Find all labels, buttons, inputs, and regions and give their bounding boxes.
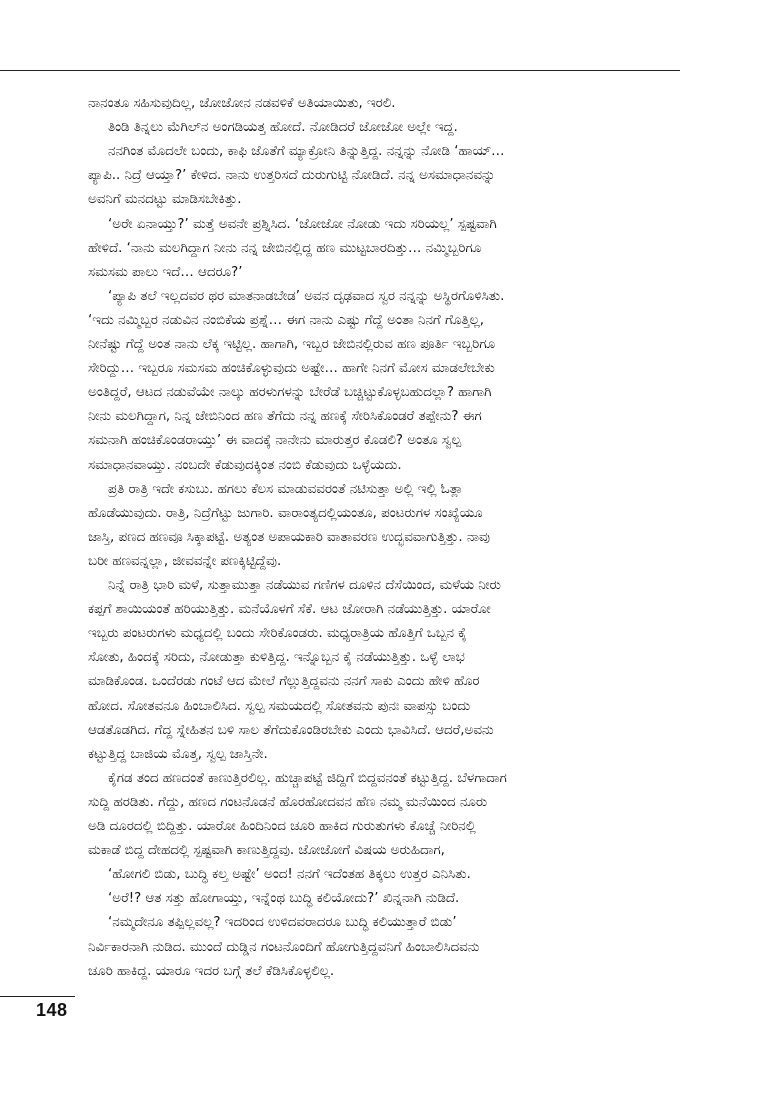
text-line: ಸೇರಿದ್ದು… ಇಬ್ಬರೂ ಸಮಸಮ ಹಂಚಿಕೊಳ್ಳುವುದು ಅಷ್ಟೇ… ಹಾಗೇ ನಿನಗೆ ಮೋಸ ಮಾಡಲೇಬೇಕು [88,361,495,377]
text-line: ಅವನಿಗೆ ಮನದಟ್ಟು ಮಾಡಿಸಬೇಕಿತ್ತು. [88,192,242,208]
text-line: ಮಾಡಿಕೊಂಡ. ಒಂದೆರಡು ಗಂಟೆ ಆದ ಮೇಲೆ ಗೆಲ್ಲುತ್ತಿದ್ದವನು ನನಗೆ ಸಾಕು ಎಂದು ಹೇಳಿ ಹೊರ [88,674,480,690]
footer-rule [0,996,75,997]
text-line: ‘ಇದು ನಮ್ಮಿಬ್ಬರ ನಡುವಿನ ನಂಬಿಕೆಯ ಪ್ರಶ್ನೆ… ಈಗ ನಾನು ಎಷ್ಟು ಗೆದ್ದೆ ಅಂತಾ ನಿನಗೆ ಗೊತ್ತಿಲ್ಲ, [88,312,485,328]
text-line: ಕೈಗಡ ತಂದ ಹಣದಂತೆ ಕಾಣುತ್ತಿರಲಿಲ್ಲ. ಹುಚ್ಚಾಪಟ್ಟೆ ಜಿದ್ದಿಗೆ ಬಿದ್ದವನಂತೆ ಕಟ್ಟುತ್ತಿದ್ದ. ಬೆಳಗಾದಾಗ [108,770,507,786]
text-line: ಅಂತಿದ್ದರೆ, ಆಟದ ನಡುವೆಯೇ ನಾಲ್ಕು ಹರಳುಗಳನ್ನು ಬೇರೆಡೆ ಬಚ್ಚಿಟ್ಟುಕೊಳ್ಳಬಹುದಲ್ಲಾ? ಹಾಗಾಗಿ [88,385,492,401]
text-line: ‘ನಮ್ಮದೇನೂ ತಪ್ಪಿಲ್ಲವಲ್ಲ? ಇದರಿಂದ ಉಳಿದವರಾದರೂ ಬುದ್ಧಿ ಕಲಿಯುತ್ತಾರೆ ಬಿಡು’ [108,915,457,931]
text-line: ಸೋತು, ಹಿಂದಕ್ಕೆ ಸರಿದು, ನೋಡುತ್ತಾ ಕುಳಿತ್ತಿದ್ದ. ಇನ್ನೊಬ್ಬನ ಕೈ ನಡೆಯುತ್ತಿತ್ತು. ಒಳ್ಳೆ ಲಾಭ [88,650,465,666]
text-line: ಪ್ಯಾಪಿ.. ನಿದ್ರೆ ಆಯ್ತಾ?’ ಕೇಳಿದ. ನಾನು ಉತ್ತರಿಸದೆ ದುರುಗುಟ್ಟಿ ನೋಡಿದೆ. ನನ್ನ ಅಸಮಾಧಾನವನ್ನು [88,168,496,184]
text-line: ನೀನು ಮಲಗಿದ್ದಾಗ, ನಿನ್ನ ಜೇಬಿನಿಂದ ಹಣ ತೆಗೆದು ನನ್ನ ಹಣಕ್ಕೆ ಸೇರಿಸಿಕೊಂಡರೆ ತಪ್ಪೇನು? ಈಗ [88,409,482,425]
text-line: ಸುದ್ದಿ ಹರಡಿತು. ಗೆದ್ದು, ಹಣದ ಗಂಟನೊಡನೆ ಹೊರಹೋದವನ ಹೆಣ ನಮ್ಮ ಮನೆಯಿಂದ ನೂರು [88,794,488,810]
page-number: 148 [36,1000,68,1020]
header-rule [0,70,680,71]
text-line: ತಿಂಡಿ ತಿನ್ನಲು ಮೆಗಿಲ್‌ನ ಅಂಗಡಿಯತ್ತ ಹೋದೆ. ನೋಡಿದರೆ ಜೋಜೋ ಅಲ್ಲೇ ಇದ್ದ. [108,120,458,136]
text-line: ಆಡತೊಡಗಿದ. ಗೆದ್ದ ಸ್ನೇಹಿತನ ಬಳಿ ಸಾಲ ತೆಗೆದುಕೊಂಡಿರಬೇಕು ಎಂದು ಭಾವಿಸಿದೆ. ಆದರೆ,ಅವನು [88,722,494,738]
text-line: ಸಮಸಮ ಪಾಲು ಇದೆ… ಆದರೂ?’ [88,264,243,280]
text-line: ಹೋದ. ಸೋತವನೂ ಹಿಂಬಾಲಿಸಿದ. ಸ್ವಲ್ಪ ಸಮಯದಲ್ಲಿ ಸೋತವನು ಪುನಃ ವಾಪಸ್ಸು ಬಂದು [88,698,471,714]
text-line: ಹೇಳಿದೆ. ‘ನಾನು ಮಲಗಿದ್ದಾಗ ನೀನು ನನ್ನ ಜೇಬಿನಲ್ಲಿದ್ದ ಹಣ ಮುಟ್ಟಬಾರದಿತ್ತು… ನಮ್ಮಿಬ್ಬರಿಗೂ [88,240,482,256]
text-line: ‘ಹೋಗಲಿ ಬಿಡು, ಬುದ್ಧಿ ಕಲ್ತ ಅಷ್ಟೇ’ ಅಂದ! ನನಗೆ ಇದೆಂತಹ ತಿಕ್ಕಲು ಉತ್ತರ ಎನಿಸಿತು. [108,867,471,883]
text-line: ‘ಪ್ಯಾಪಿ ತಲೆ ಇಲ್ಲದವರ ಥರ ಮಾತನಾಡಬೇಡ’ ಅವನ ದೃಢವಾದ ಸ್ವರ ನನ್ನನ್ನು ಅಸ್ಥಿರಗೊಳಿಸಿತು. [108,288,505,304]
text-line: ಮಕಾಡೆ ಬಿದ್ದ ದೇಹದಲ್ಲಿ ಸ್ಪಷ್ಟವಾಗಿ ಕಾಣುತ್ತಿದ್ದವು. ಜೋಜೋಗೆ ವಿಷಯ ಅರುಹಿದಾಗ, [88,843,445,859]
text-line: ಕಟ್ಟುತ್ತಿದ್ದ ಬಾಜಿಯ ಮೊತ್ತ, ಸ್ವಲ್ಪ ಜಾಸ್ತಿನೇ. [88,746,268,762]
text-line: ಸಮಾಧಾನವಾಯ್ತು. ನಂಬದೇ ಕೆಡುವುದಕ್ಕಿಂತ ನಂಬಿ ಕೆಡುವುದು ಒಳ್ಳೆಯದು. [88,457,402,473]
text-line: ನನಗಿಂತ ಮೊದಲೇ ಬಂದು, ಕಾಫಿ ಜೊತೆಗೆ ಮ್ಯಾಕ್ರೋನಿ ತಿನ್ನುತ್ತಿದ್ದ. ನನ್ನನ್ನು ನೋಡಿ ‘ಹಾಯ್… [108,144,505,160]
text-line: ಅಡಿ ದೂರದಲ್ಲಿ ಬಿದ್ದಿತ್ತು. ಯಾರೋ ಹಿಂದಿನಿಂದ ಚೂರಿ ಹಾಕಿದ ಗುರುತುಗಳು ಕೊಚ್ಚೆ ನೀರಿನಲ್ಲಿ [88,819,476,834]
text-line: ನಿರ್ವಿಕಾರನಾಗಿ ನುಡಿದ. ಮುಂದೆ ದುಡ್ಡಿನ ಗಂಟನೊಂದಿಗೆ ಹೋಗುತ್ತಿದ್ದವನಿಗೆ ಹಿಂಬಾಲಿಸಿದವನು [88,939,480,955]
text-line: ಇಬ್ಬರು ಪಂಟರುಗಳು ಮಧ್ಯದಲ್ಲಿ ಬಂದು ಸೇರಿಕೊಂಡರು. ಮಧ್ಯರಾತ್ರಿಯ ಹೊತ್ತಿಗೆ ಒಬ್ಬನ ಕೈ [88,626,467,642]
text-line: ಹೊಡೆಯುವುದು. ರಾತ್ರಿ, ನಿದ್ರೆಗೆಟ್ಟು ಜುಗಾರಿ. ವಾರಾಂತ್ಯದಲ್ಲಿಯಂತೂ, ಪಂಟರುಗಳ ಸಂಖ್ಯೆಯೂ [88,505,483,521]
text-line: ಕಪ್ಪಗೆ ಶಾಯಿಯಂತೆ ಹರಿಯುತ್ತಿತ್ತು. ಮನೆಯೊಳಗೆ ಸೆಕೆ. ಆಟ ಜೋರಾಗಿ ನಡೆಯುತ್ತಿತ್ತು. ಯಾರೋ [88,602,491,618]
text-line: ‘ಅರೆ!? ಆತ ಸತ್ತು ಹೋಗಾಯ್ತು, ಇನ್ನೆಂಥ ಬುದ್ಧಿ ಕಲಿಯೋದು?’ ಖಿನ್ನನಾಗಿ ನುಡಿದೆ. [108,891,460,907]
text-line: ‘ಅರೇ ಏನಾಯ್ತು?’ ಮತ್ತೆ ಅವನೇ ಪ್ರಶ್ನಿಸಿದ. ‘ಜೋಜೋ ನೋಡು ಇದು ಸರಿಯಲ್ಲ’ ಸ್ಪಷ್ಟವಾಗಿ [108,216,497,232]
text-line: ನಿನ್ನೆ ರಾತ್ರಿ ಭಾರಿ ಮಳೆ, ಸುತ್ತಾಮುತ್ತಾ ನಡೆಯುವ ಗಣಿಗಳ ದೂಳಿನ ದೆಸೆಯಿಂದ, ಮಳೆಯ ನೀರು [108,578,501,593]
text-line: ನೀನೆಷ್ಟು ಗೆದ್ದೆ ಅಂತ ನಾನು ಲೆಕ್ಕ ಇಟ್ಟಿಲ್ಲ. ಹಾಗಾಗಿ, ಇಬ್ಬರ ಜೇಬಿನಲ್ಲಿರುವ ಹಣ ಪೂರ್ತಿ ಇಬ್ಬರಿಗೂ [88,337,496,352]
text-line: ಬರೀ ಹಣವನ್ನಲ್ಲಾ, ಜೀವವನ್ನೇ ಪಣಕ್ಕಿಟ್ಟಿದ್ದೆವು. [88,553,282,569]
text-line: ಪ್ರತಿ ರಾತ್ರಿ ಇದೇ ಕಸುಬು. ಹಗಲು ಕೆಲಸ ಮಾಡುವವರಂತೆ ನಟಿಸುತ್ತಾ ಅಲ್ಲಿ ಇಲ್ಲಿ ಓತ್ಲಾ [108,481,464,497]
text-line: ಚೂರಿ ಹಾಕಿದ್ದ. ಯಾರೂ ಇದರ ಬಗ್ಗೆ ತಲೆ ಕೆಡಿಸಿಕೊಳ್ಳಲಿಲ್ಲ. [88,963,335,979]
text-line: ಸಮನಾಗಿ ಹಂಚಿಕೊಂಡರಾಯ್ತು’ ಈ ವಾದಕ್ಕೆ ನಾನೇನು ಮಾರುತ್ತರ ಕೊಡಲಿ? ಅಂತೂ ಸ್ವಲ್ಪ [88,433,462,449]
text-line: ನಾನಂತೂ ಸಹಿಸುವುದಿಲ್ಲ, ಜೋಜೋನ ನಡವಳಿಕೆ ಅತಿಯಾಯಿತು, ಇರಲಿ. [88,96,396,111]
text-line: ಜಾಸ್ತಿ, ಪಣದ ಹಣವೂ ಸಿಕ್ಕಾಪಟ್ಟೆ. ಅತ್ಯಂತ ಅಪಾಯಕಾರಿ ವಾತಾವರಣ ಉದ್ಭವವಾಗುತ್ತಿತ್ತು. ನಾವು [88,529,490,545]
